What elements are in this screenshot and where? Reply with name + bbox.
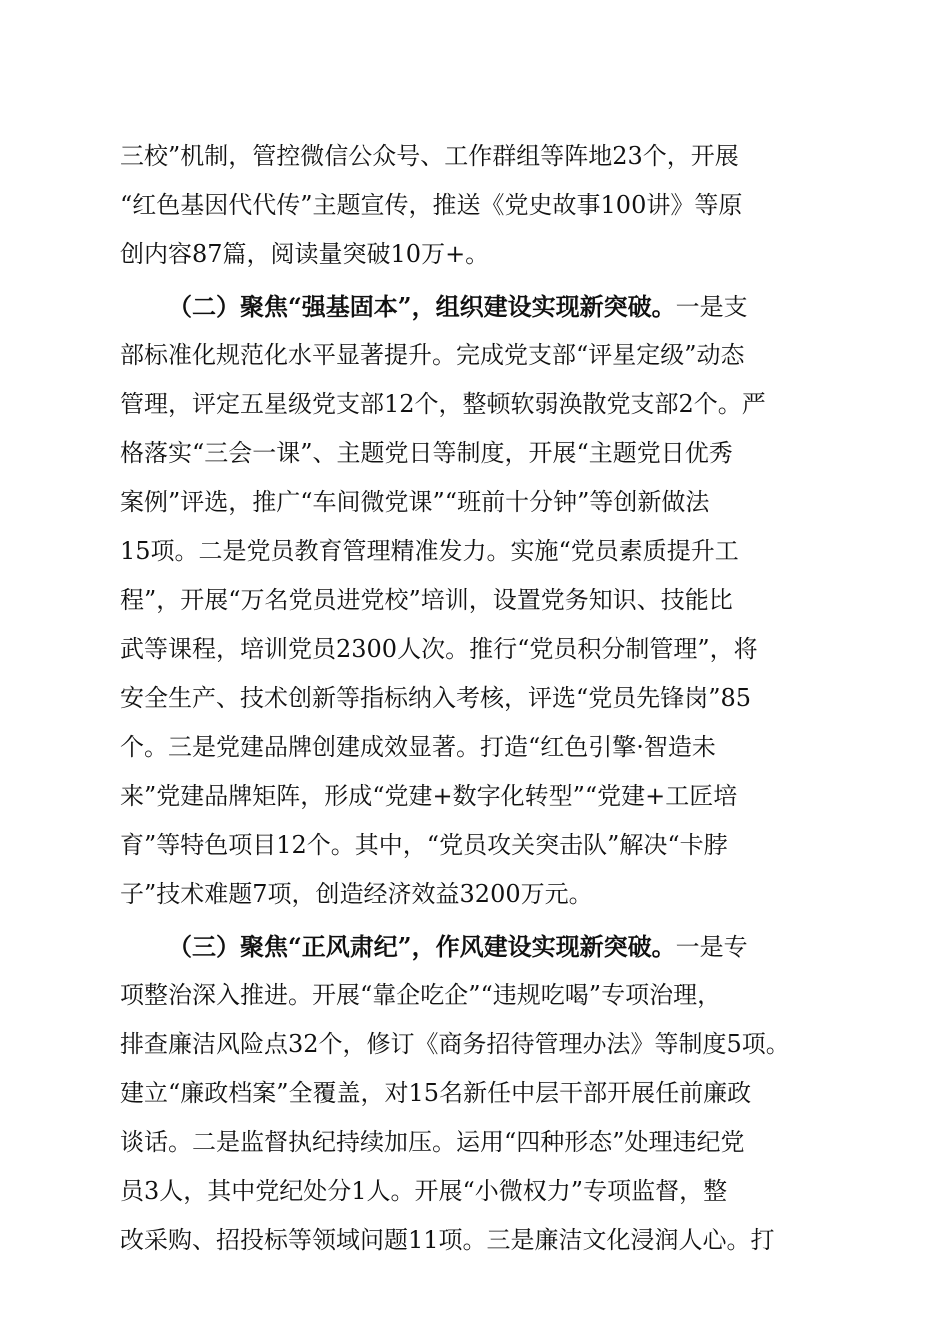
text-run: 一是专 xyxy=(675,933,748,961)
text-run: 排查廉洁风险点32个，修订《商务招待管理办法》等制度5项。 xyxy=(120,1030,790,1058)
text-run: 部标准化规范化水平显著提升。完成党支部“评星定级”动态 xyxy=(120,341,745,369)
text-run: 子”技术难题7项，创造经济效益3200万元。 xyxy=(120,880,593,908)
text-line xyxy=(120,478,832,527)
text-run: 管理，评定五星级党支部12个，整顿软弱涣散党支部2个。严 xyxy=(120,390,766,418)
section-heading: （三）聚焦“正风肃纪”，作风建设实现新突破。 xyxy=(168,932,676,961)
text-line xyxy=(120,230,832,279)
text-run: 谈话。二是监督执纪持续加压。运用“四种形态”处理违纪党 xyxy=(120,1128,745,1156)
text-line xyxy=(120,625,832,674)
text-line xyxy=(120,674,832,723)
paragraph xyxy=(120,282,832,919)
paragraph xyxy=(120,132,832,279)
text-line xyxy=(120,772,832,821)
text-run: 武等课程，培训党员2300人次。推行“党员积分制管理”，将 xyxy=(120,635,758,663)
text-line xyxy=(120,132,832,181)
text-run: 来”党建品牌矩阵，形成“党建+数字化转型”“党建+工匠培 xyxy=(120,782,738,810)
text-line xyxy=(120,380,832,429)
text-line xyxy=(120,1216,832,1265)
text-line xyxy=(120,1020,832,1069)
text-line xyxy=(120,870,832,919)
text-line xyxy=(120,181,832,230)
section-heading: （二）聚焦“强基固本”，组织建设实现新突破。 xyxy=(168,292,676,321)
text-run: 建立“廉政档案”全覆盖，对15名新任中层干部开展任前廉政 xyxy=(120,1079,752,1107)
text-line xyxy=(120,971,832,1020)
text-run: “红色基因代代传”主题宣传，推送《党史故事100讲》等原 xyxy=(120,191,743,219)
text-line xyxy=(120,429,832,478)
text-line xyxy=(120,922,832,971)
text-line xyxy=(120,527,832,576)
text-run: 15项。二是党员教育管理精准发力。实施“党员素质提升工 xyxy=(120,537,739,565)
text-run: 项整治深入推进。开展“靠企吃企”“违规吃喝”专项治理， xyxy=(120,981,722,1009)
text-line xyxy=(120,723,832,772)
text-run: 改采购、招投标等领域问题11项。三是廉洁文化浸润人心。打 xyxy=(120,1226,775,1254)
text-run: 程”，开展“万名党员进党校”培训，设置党务知识、技能比 xyxy=(120,586,733,614)
text-line xyxy=(120,576,832,625)
text-line xyxy=(120,1118,832,1167)
text-run: 案例”评选，推广“车间微党课”“班前十分钟”等创新做法 xyxy=(120,488,710,516)
text-run: 育”等特色项目12个。其中，“党员攻关突击队”解决“卡脖 xyxy=(120,831,728,859)
text-line xyxy=(120,331,832,380)
text-run: 个。三是党建品牌创建成效显著。打造“红色引擎·智造未 xyxy=(120,733,716,761)
paragraph xyxy=(120,922,832,1265)
text-run: 格落实“三会一课”、主题党日等制度，开展“主题党日优秀 xyxy=(120,439,733,467)
text-line xyxy=(120,821,832,870)
text-run: 三校”机制，管控微信公众号、工作群组等阵地23个，开展 xyxy=(120,142,739,170)
text-run: 一是支 xyxy=(675,293,748,321)
text-run: 员3人，其中党纪处分1人。开展“小微权力”专项监督，整 xyxy=(120,1177,728,1205)
text-line xyxy=(120,1069,832,1118)
document-body xyxy=(120,132,832,1265)
text-run: 创内容87篇，阅读量突破10万+。 xyxy=(120,240,490,268)
text-line xyxy=(120,1167,832,1216)
text-line xyxy=(120,282,832,331)
text-run: 安全生产、技术创新等指标纳入考核，评选“党员先锋岗”85 xyxy=(120,684,752,712)
